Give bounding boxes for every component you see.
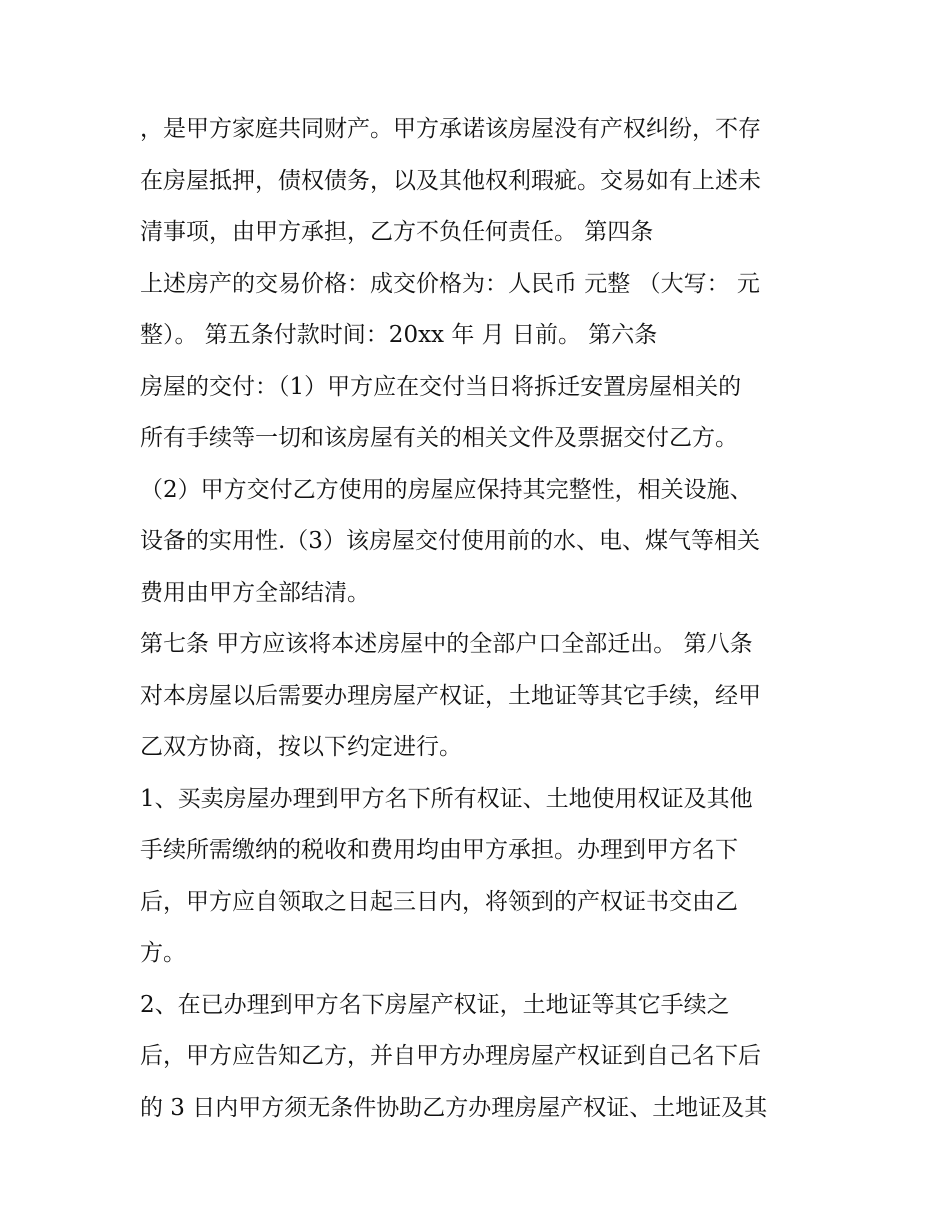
text-line-7: 所有手续等一切和该房屋有关的相关文件及票据交付乙方。 <box>140 425 738 451</box>
text-line-13: 乙双方协商，按以下约定进行。 <box>140 734 462 760</box>
text-line-1: ，是甲方家庭共同财产。甲方承诺该房屋没有产权纠纷，不存 <box>140 116 761 142</box>
text-line-6: 房屋的交付：（1）甲方应在交付当日将拆迁安置房屋相关的 <box>140 373 742 400</box>
text-line-17: 方。 <box>140 940 186 966</box>
text-line-14: 1、买卖房屋办理到甲方名下所有权证、土地使用权证及其他 <box>140 785 753 812</box>
text-line-5: 整）。 第五条付款时间：20xx 年 月 日前。 第六条 <box>140 322 658 348</box>
text-line-18: 2、在已办理到甲方名下房屋产权证，土地证等其它手续之 <box>140 991 730 1018</box>
text-line-9: 设备的实用性.（3）该房屋交付使用前的水、电、煤气等相关 <box>140 528 760 554</box>
text-line-2: 在房屋抵押，债权债务，以及其他权利瑕疵。交易如有上述未 <box>140 167 761 194</box>
text-line-11: 第七条 甲方应该将本述房屋中的全部户口全部迁出。 第八条 <box>140 631 753 657</box>
text-line-10: 费用由甲方全部结清。 <box>140 579 370 606</box>
text-line-8: （2）甲方交付乙方使用的房屋应保持其完整性，相关设施、 <box>140 476 753 503</box>
text-line-3: 清事项，由甲方承担，乙方不负任何责任。 第四条 <box>140 219 654 245</box>
document-page <box>140 104 820 1134</box>
text-line-16: 后，甲方应自领取之日起三日内，将领到的产权证书交由乙 <box>140 888 738 915</box>
text-line-12: 对本房屋以后需要办理房屋产权证，土地证等其它手续，经甲 <box>140 682 761 709</box>
text-line-19: 后，甲方应告知乙方，并自甲方办理房屋产权证到自己名下后 <box>140 1043 761 1069</box>
text-line-20: 的 3 日内甲方须无条件协助乙方办理房屋产权证、土地证及其 <box>140 1094 768 1121</box>
text-line-4: 上述房产的交易价格：成交价格为：人民币 元整 （大写： 元 <box>140 270 760 297</box>
text-line-15: 手续所需缴纳的税收和费用均由甲方承担。办理到甲方名下 <box>140 837 738 863</box>
